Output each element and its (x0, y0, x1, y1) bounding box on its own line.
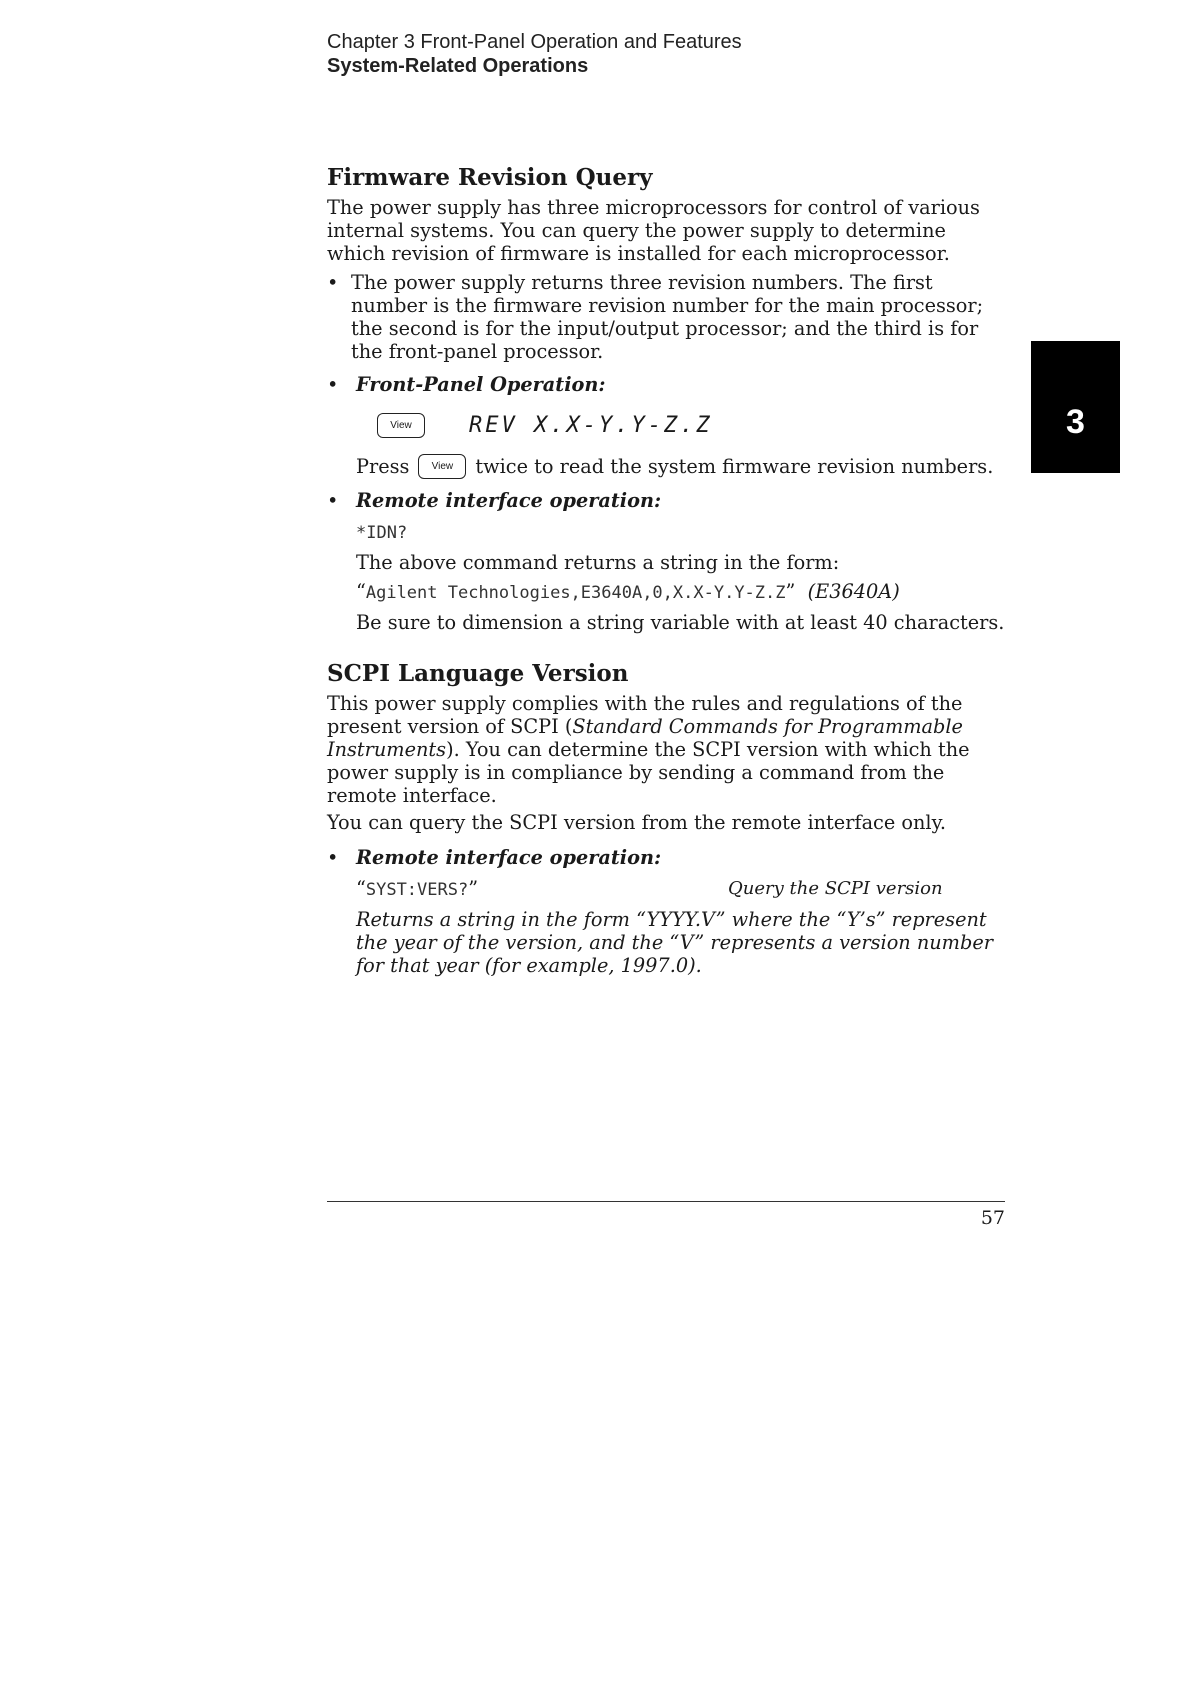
view-key: View (377, 413, 425, 438)
page-number: 57 (980, 1207, 1005, 1229)
scpi-remote-label: Remote interface operation: (356, 846, 662, 869)
scpi-heading: SCPI Language Version (327, 660, 629, 687)
firmware-intro: The power supply has three microprocessors for control of various internal systems. You can query the power supply to determine which revision of firmware is installed for each microprocessor. (327, 196, 980, 265)
syst-vers-command (356, 877, 728, 902)
page-content (327, 164, 1007, 983)
firmware-bullet-text: The power supply returns three revision numbers. The first number is the firmware revision number for the main processor; the second is for the input/output processor; and the third is for the front-panel processor. (351, 271, 984, 363)
bullet-marker: • (327, 846, 339, 869)
press-text-post: twice to read the system firmware revision numbers. (475, 455, 994, 478)
view-key: View (418, 454, 466, 479)
model-note: (E3640A) (807, 580, 900, 603)
scpi-standard-name: Standard Commands for Programmable Instruments (327, 715, 963, 761)
idn-command (327, 520, 1007, 545)
list-item (327, 373, 1007, 396)
chapter-title: Chapter 3 Front-Panel Operation and Features (327, 31, 742, 53)
open-quote: “ (356, 877, 366, 900)
list-item (327, 846, 1007, 869)
front-panel-example (377, 410, 1007, 440)
press-instruction (356, 454, 1007, 479)
return-string-line (327, 580, 1007, 605)
front-panel-label: Front-Panel Operation: (356, 373, 606, 396)
section-title: System-Related Operations (327, 55, 589, 77)
scpi-intro-post: ). You can determine the SCPI version with which the power supply is in compliance by sending a command from the remote interface. (327, 738, 970, 807)
close-quote: ” (785, 580, 796, 603)
command-description: Query the SCPI version (728, 878, 943, 899)
open-quote: “ (356, 580, 366, 603)
remote-label: Remote interface operation: (356, 489, 662, 512)
scpi-intro-pre: This power supply complies with the rules and regulations of the present version of SCPI ( (327, 692, 963, 738)
scpi-command-row (356, 877, 1007, 902)
footer-divider (327, 1201, 1005, 1202)
close-quote: ” (468, 877, 479, 900)
chapter-tab: 3 (1031, 341, 1120, 473)
bullet-marker: • (327, 373, 339, 396)
display-readout: REV X.X-Y.Y-Z.Z (469, 412, 713, 438)
bullet-marker: • (327, 489, 339, 512)
running-header (327, 30, 742, 78)
scpi-intro (327, 692, 1007, 807)
scpi-remote-only: You can query the SCPI version from the remote interface only. (327, 811, 947, 834)
idn-command-text: *IDN? (356, 523, 408, 543)
return-string: Agilent Technologies,E3640A,0,X.X-Y.Y-Z.Z (365, 583, 786, 603)
dimension-note: Be sure to dimension a string variable with at least 40 characters. (356, 611, 1005, 634)
firmware-heading: Firmware Revision Query (327, 164, 653, 191)
press-text-pre: Press (356, 455, 410, 478)
returns-text: The above command returns a string in the form: (356, 551, 840, 574)
list-item (327, 271, 1007, 363)
list-item (327, 489, 1007, 512)
bullet-marker: • (327, 271, 339, 294)
syst-vers-command-text: SYST:VERS? (365, 880, 469, 900)
scpi-returns-note: Returns a string in the form “YYYY.V” where the “Y’s” represent the year of the version, and the “V” represents a version number for that year (for example, 1997.0). (356, 908, 993, 977)
